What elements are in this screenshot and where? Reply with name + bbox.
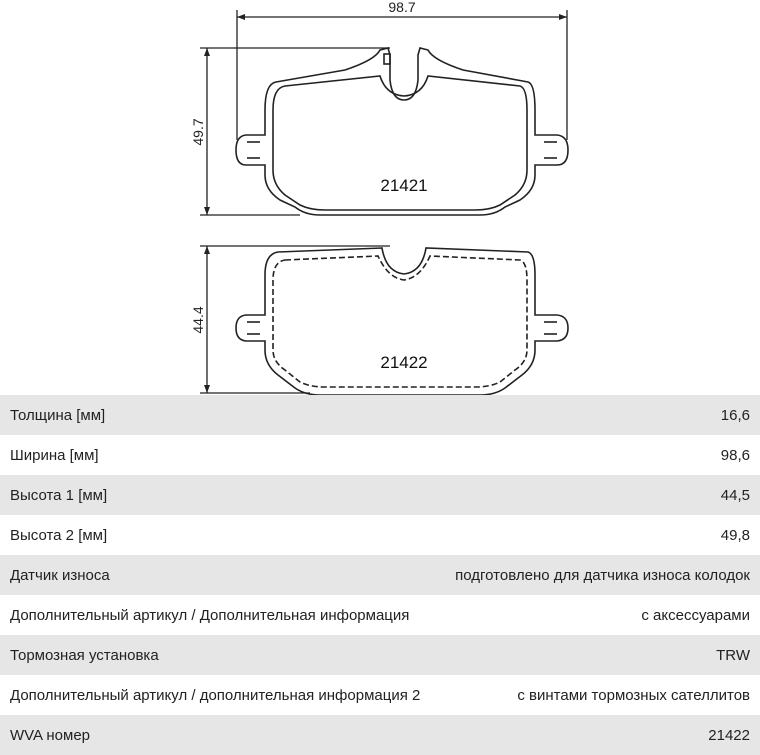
pad-top-number: 21421 bbox=[380, 176, 428, 195]
spec-value: с винтами тормозных сателлитов bbox=[517, 686, 750, 704]
spec-value: 98,6 bbox=[720, 446, 750, 464]
spec-value: 49,8 bbox=[720, 526, 750, 544]
spec-row-height-2 bbox=[0, 515, 760, 555]
spec-row-thickness bbox=[0, 395, 760, 435]
dim-height-top-label: 49.7 bbox=[190, 118, 206, 146]
spec-value: TRW bbox=[716, 646, 750, 664]
spec-row-wva-number bbox=[0, 715, 760, 755]
spec-row-additional-info-2 bbox=[0, 675, 760, 715]
spec-row-height-1 bbox=[0, 475, 760, 515]
spec-label: Высота 1 [мм] bbox=[10, 486, 108, 504]
spec-label: Тормозная установка bbox=[10, 646, 159, 664]
spec-row-width bbox=[0, 435, 760, 475]
brake-pad-bottom bbox=[236, 248, 568, 395]
spec-label: Датчик износа bbox=[10, 566, 110, 584]
specifications-table bbox=[0, 395, 760, 755]
pad-bottom-number: 21422 bbox=[380, 353, 428, 372]
spec-row-additional-info bbox=[0, 595, 760, 635]
spec-row-wear-sensor bbox=[0, 555, 760, 595]
spec-label: WVA номер bbox=[10, 726, 91, 744]
spec-label: Толщина [мм] bbox=[10, 406, 106, 424]
spec-value: с аксессуарами bbox=[641, 606, 750, 624]
spec-value: 16,6 bbox=[720, 406, 750, 424]
spec-value: 44,5 bbox=[720, 486, 750, 504]
spec-value: 21422 bbox=[708, 726, 750, 744]
spec-label: Дополнительный артикул / дополнительная информация 2 bbox=[10, 686, 421, 704]
spec-label: Высота 2 [мм] bbox=[10, 526, 108, 544]
spec-label: Дополнительный артикул / Дополнительная информация bbox=[10, 606, 410, 624]
spec-row-brake-system bbox=[0, 635, 760, 675]
dim-width-label: 98.7 bbox=[388, 0, 416, 15]
spec-label: Ширина [мм] bbox=[10, 446, 99, 464]
spec-value: подготовлено для датчика износа колодок bbox=[455, 566, 750, 584]
dim-height-bottom-label: 44.4 bbox=[190, 306, 206, 334]
